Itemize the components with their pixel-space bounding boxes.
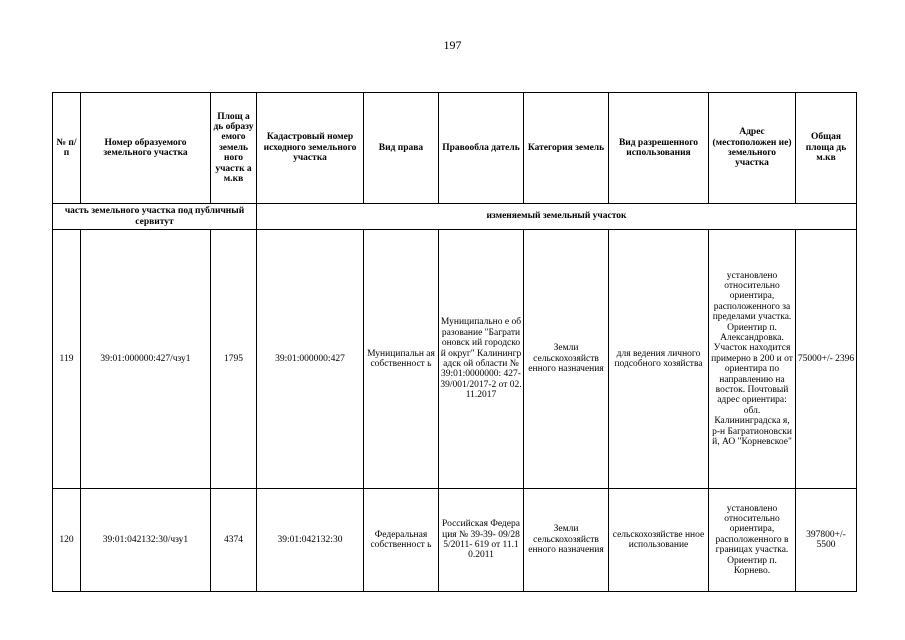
cell-owner: Муниципально е образование "Багратионовск ий городской округ" Калининградск ой области № 39:01:0000000: 427- 39/001/2017-2 от 02.11.2017 — [439, 230, 524, 489]
header-right-type: Вид права — [364, 93, 439, 204]
header-row — [53, 93, 857, 204]
table-row — [53, 489, 857, 592]
header-address: Адрес (местоположен ие) земельного участка — [709, 93, 796, 204]
cell-address: установлено относительно ориентира, расположенного в границах участка. Ориентир п. Корнево. — [709, 489, 796, 592]
table-row — [53, 230, 857, 489]
header-part-area: Площ а дь образу емого земель ного участк а м.кв — [211, 93, 257, 204]
cell-total-area: 75000+/- 2396 — [796, 230, 857, 489]
cell-category: Земли сельскохозяйств енного назначения — [524, 230, 609, 489]
cell-num: 119 — [53, 230, 81, 489]
cell-owner: Российская Федерация № 39-39- 09/285/2011- 619 от 11.10.2011 — [439, 489, 524, 592]
cell-right-type: Федеральная собственност ь — [364, 489, 439, 592]
cell-address: установлено относительно ориентира, расположенного за пределами участка. Ориентир п. Александровка. Участок находится примерно в 200 и от ориентира по направлению на восток. Почтовый адрес ориентира: обл. Калининградска я, р-н Багратионовски й, АО "Корневское" — [709, 230, 796, 489]
section-row — [53, 204, 857, 230]
header-num: № п/п — [53, 93, 81, 204]
header-part-number: Номер образуемого земельного участка — [81, 93, 211, 204]
cell-category: Земли сельскохозяйств енного назначения — [524, 489, 609, 592]
header-total-area: Общая площа дь м.кв — [796, 93, 857, 204]
land-plot-table — [52, 92, 857, 592]
cell-part-number: 39:01:000000:427/чзу1 — [81, 230, 211, 489]
cell-use: для ведения личного подсобного хозяйства — [609, 230, 709, 489]
header-cadastral: Кадастровый номер исходного земельного участка — [257, 93, 364, 204]
header-owner: Правообла датель — [439, 93, 524, 204]
cell-cadastral: 39:01:042132:30 — [257, 489, 364, 592]
cell-right-type: Муниципальн ая собственност ь — [364, 230, 439, 489]
cell-part-number: 39:01:042132:30/чзу1 — [81, 489, 211, 592]
cell-part-area: 4374 — [211, 489, 257, 592]
section-right: изменяемый земельный участок — [257, 204, 857, 230]
cell-use: сельскохозяйстве нное использование — [609, 489, 709, 592]
page-number: 197 — [443, 38, 462, 52]
cell-part-area: 1795 — [211, 230, 257, 489]
cell-total-area: 397800+/- 5500 — [796, 489, 857, 592]
cell-cadastral: 39:01:000000:427 — [257, 230, 364, 489]
header-category: Категория земель — [524, 93, 609, 204]
cell-num: 120 — [53, 489, 81, 592]
header-use: Вид разрешенного использования — [609, 93, 709, 204]
section-left: часть земельного участка под публичный сервитут — [53, 204, 257, 230]
